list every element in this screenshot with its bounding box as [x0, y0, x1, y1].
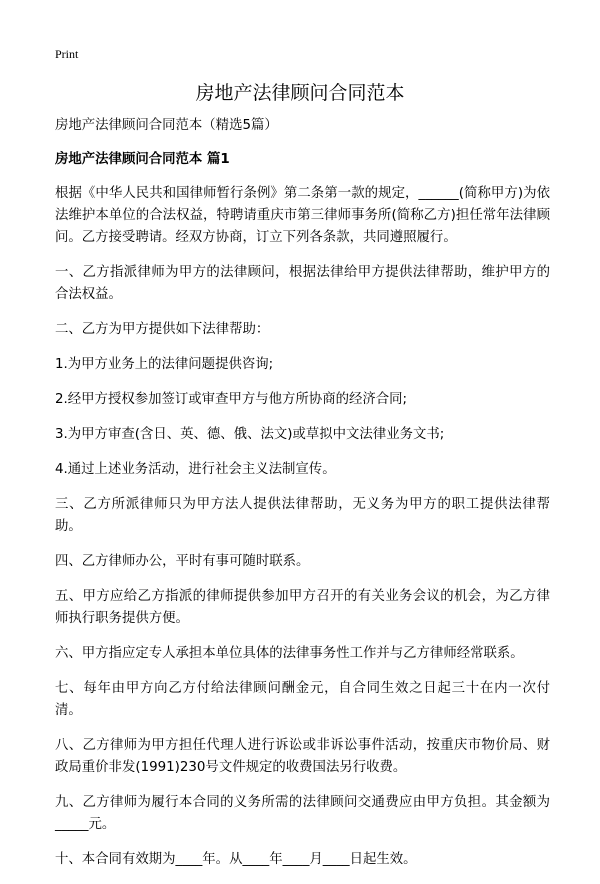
document-subtitle: 房地产法律顾问合同范本（精选5篇）: [55, 118, 278, 133]
paragraph-item-3: 3.为甲方审查(含日、英、德、俄、法文)或草拟中文法律业务文书;: [55, 427, 445, 442]
paragraph-clause-5: 五、甲方应给乙方指派的律师提供参加甲方召开的有关业务会议的机会，为乙方律师执行职务提供方便。: [55, 589, 550, 626]
paragraph-clause-2: 二、乙方为甲方提供如下法律帮助：: [55, 322, 270, 337]
print-link[interactable]: Print: [55, 47, 79, 61]
paragraph-item-4: 4.通过上述业务活动，进行社会主义法制宣传。: [55, 462, 336, 477]
paragraph-clause-10: 十、本合同有效期为____年。从____年____月____日起生效。: [55, 852, 417, 867]
paragraph-clause-3: 三、乙方所派律师只为甲方法人提供法律帮助，无义务为甲方的职工提供法律帮助。: [55, 497, 550, 534]
paragraph-clause-8: 八、乙方律师为甲方担任代理人进行诉讼或非诉讼事件活动，按重庆市物价局、财政局重价非发(1991)230号文件规定的收费国法另行收费。: [55, 738, 550, 775]
paragraph-clause-4: 四、乙方律师办公，平时有事可随时联系。: [55, 554, 310, 569]
paragraph-clause-9: 九、乙方律师为履行本合同的义务所需的法律顾问交通费应由甲方负担。其金额为_____元。: [55, 795, 550, 832]
document-body: [55, 115, 550, 884]
paragraph-item-1: 1.为甲方业务上的法律问题提供咨询;: [55, 357, 274, 372]
document-title: 房地产法律顾问合同范本: [195, 82, 405, 104]
paragraph-item-2: 2.经甲方授权参加签订或审查甲方与他方所协商的经济合同;: [55, 392, 408, 407]
paragraph-clause-7: 七、每年由甲方向乙方付给法律顾问酬金元，自合同生效之日起三十在内一次付清。: [55, 681, 550, 718]
section-heading: 房地产法律顾问合同范本 篇1: [55, 152, 230, 167]
paragraph-clause-1: 一、乙方指派律师为甲方的法律顾问，根据法律给甲方提供法律帮助，维护甲方的合法权益。: [55, 265, 550, 302]
paragraph-preamble: 根据《中华人民共和国律师暂行条例》第二条第一款的规定，______(简称甲方)为依法维护本单位的合法权益，特聘请重庆市第三律师事务所(简称乙方)担任常年法律顾问。乙方接受聘请。经双方协商，订立下列各条款，共同遵照履行。: [55, 186, 550, 245]
paragraph-clause-6: 六、甲方指应定专人承担本单位具体的法律事务性工作并与乙方律师经常联系。: [55, 646, 524, 661]
